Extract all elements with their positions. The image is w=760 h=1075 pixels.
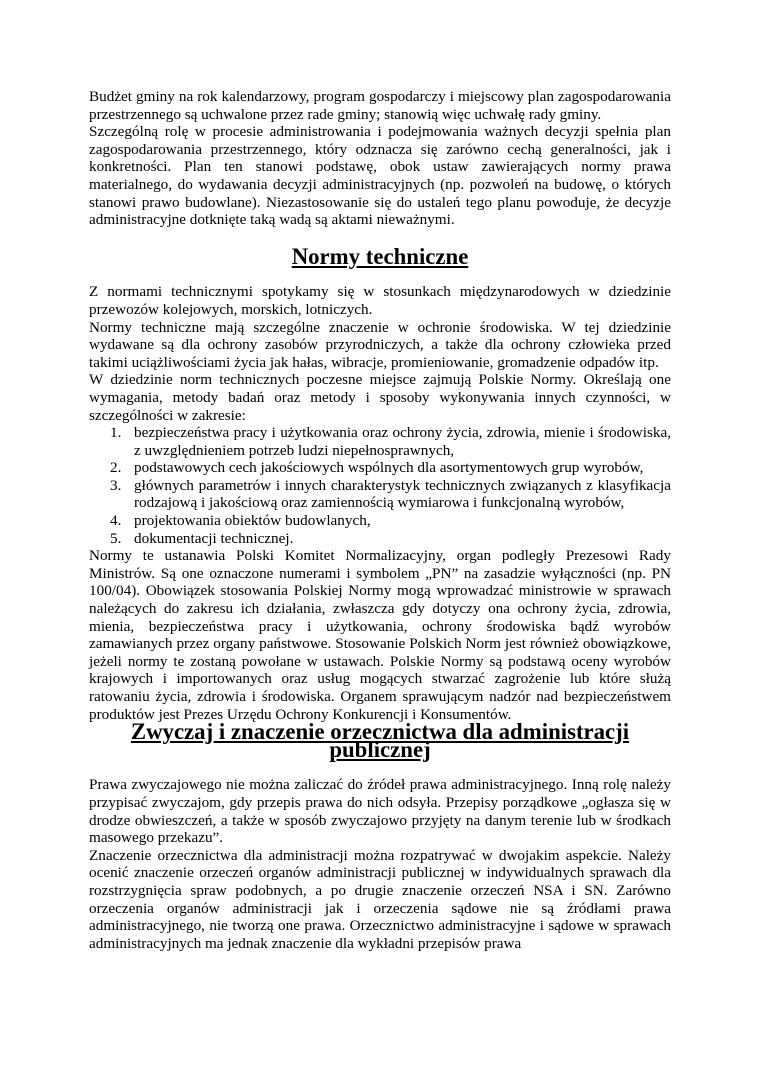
paragraph-pkn: Normy te ustanawia Polski Komitet Normalizacyjny, organ podległy Prezesowi Rady Ministrów. Są one oznaczone numerami i symbolem „PN” na zasadzie wyłączności (np. PN 100/04). Obowiązek stosowania Polskiej Normy mogą wprowadzać ministrowie w sprawach należących do zakresu ich działania, zwłaszcza gdy dotyczy ona ochrony życia, zdrowia, mienia, bezpieczeństwa pracy i użytkowania, ochrony środowiska bądź wyrobów zamawianych przez organy państwowe. Stosowanie Polskich Norm jest również obowiązkowe, jeżeli normy te zostaną powołane w ustawach. Polskie Normy są podstawą oceny wyrobów krajowych i importowanych oraz usług mogących stwarzać zagrożenie lub które służą ratowaniu życia, zdrowia i środowiska. Organem sprawującym nadzór nad bezpieczeństwem produktów jest Prezes Urzędu Ochrony Konkurencji i Konsumentów. [89,547,671,723]
list-item-text: dokumentacji technicznej. [134,529,294,547]
norms-scope-list [89,424,671,547]
list-item-text: bezpieczeństwa pracy i użytkowania oraz ochrony życia, zdrowia, mienie i środowiska, z uwzględnieniem potrzeb ludzi niepełnosprawnych, [134,424,671,459]
list-item [89,459,671,477]
paragraph-international-norms: Z normami technicznymi spotykamy się w stosunkach międzynarodowych w dziedzinie przewozów kolejowych, morskich, lotniczych. [89,283,671,318]
section-heading-custom-jurisprudence: Zwyczaj i znaczenie orzecznictwa dla administracji publicznej [130,719,630,762]
list-item-number: 1. [110,424,122,442]
list-item-number: 2. [110,459,122,477]
list-item [89,530,671,548]
section-heading-technical-norms: Normy techniczne [291,243,469,269]
list-item-text: podstawowych cech jakościowych wspólnych dla asortymentowych grup wyrobów, [134,459,644,477]
paragraph-budget: Budżet gminy na rok kalendarzowy, program gospodarczy i miejscowy plan zagospodarowania przestrzennego są uchwalone przez rade gminy; stanowią więc uchwałę rady gminy. [89,88,671,123]
paragraph-customary-law: Prawa zwyczajowego nie można zaliczać do źródeł prawa administracyjnego. Inną rolę należy przypisać zwyczajom, gdy przepis prawa do nich odsyła. Przepisy porządkowe „ogłasza się w drodze obwieszczeń, a także w sposób zwyczajowo przyjęty na danym terenie lub w środkach masowego przekazu”. [89,776,671,847]
list-item-text: projektowania obiektów budowlanych, [134,512,371,530]
list-item-number: 4. [110,512,122,530]
list-item-number: 5. [110,529,122,547]
paragraph-environment-norms: Normy techniczne mają szczególne znaczenie w ochronie środowiska. W tej dziedzinie wydawane są dla ochrony zasobów przyrodniczych, a także dla ochrony człowieka przed takimi uciążliwościami życia jak hałas, wibracje, promieniowanie, gromadzenie odpadów itp. [89,318,671,371]
list-item [89,477,671,512]
list-item [89,424,671,459]
paragraph-spatial-plan: Szczególną rolę w procesie administrowania i podejmowania ważnych decyzji spełnia plan zagospodarowania przestrzennego, który odznacza się zarówno cechą generalności, jak i konkretności. Plan ten stanowi podstawę, obok ustaw zawierających normy prawa materialnego, do wydawania decyzji administracyjnych (np. pozwoleń na budowę, o których stanowi prawo budowlane). Niezastosowanie się do ustaleń tego planu powoduje, że decyzje administracyjne dotknięte taką wadą są aktami nieważnymi. [89,123,671,229]
list-item-number: 3. [110,476,122,494]
list-item-text: głównych parametrów i innych charakterystyk technicznych związanych z klasyfikacja rodzajową i jakościową oraz zamiennością wymiarowa i funkcjonalną wyrobów, [134,476,671,512]
document-page [89,88,671,952]
paragraph-jurisprudence: Znaczenie orzecznictwa dla administracji można rozpatrywać w dwojakim aspekcie. Należy ocenić znaczenie orzeczeń organów administracji publicznej w indywidualnych sprawach dla rozstrzygnięcia spraw podobnych, a po drugie znaczenie orzeczeń NSA i SN. Zarówno orzeczenia organów administracji jak i orzeczenia sądowe nie są źródłami prawa administracyjnego, nie tworzą one prawa. Orzecznictwo administracyjne i sądowe w sprawach administracyjnych ma jednak znaczenie dla wykładni przepisów prawa [89,846,671,952]
paragraph-polish-norms: W dziedzinie norm technicznych poczesne miejsce zajmują Polskie Normy. Określają one wymagania, metody badań oraz metody i sposoby wykonywania innych czynności, w szczególności w zakresie: [89,371,671,424]
list-item [89,512,671,530]
